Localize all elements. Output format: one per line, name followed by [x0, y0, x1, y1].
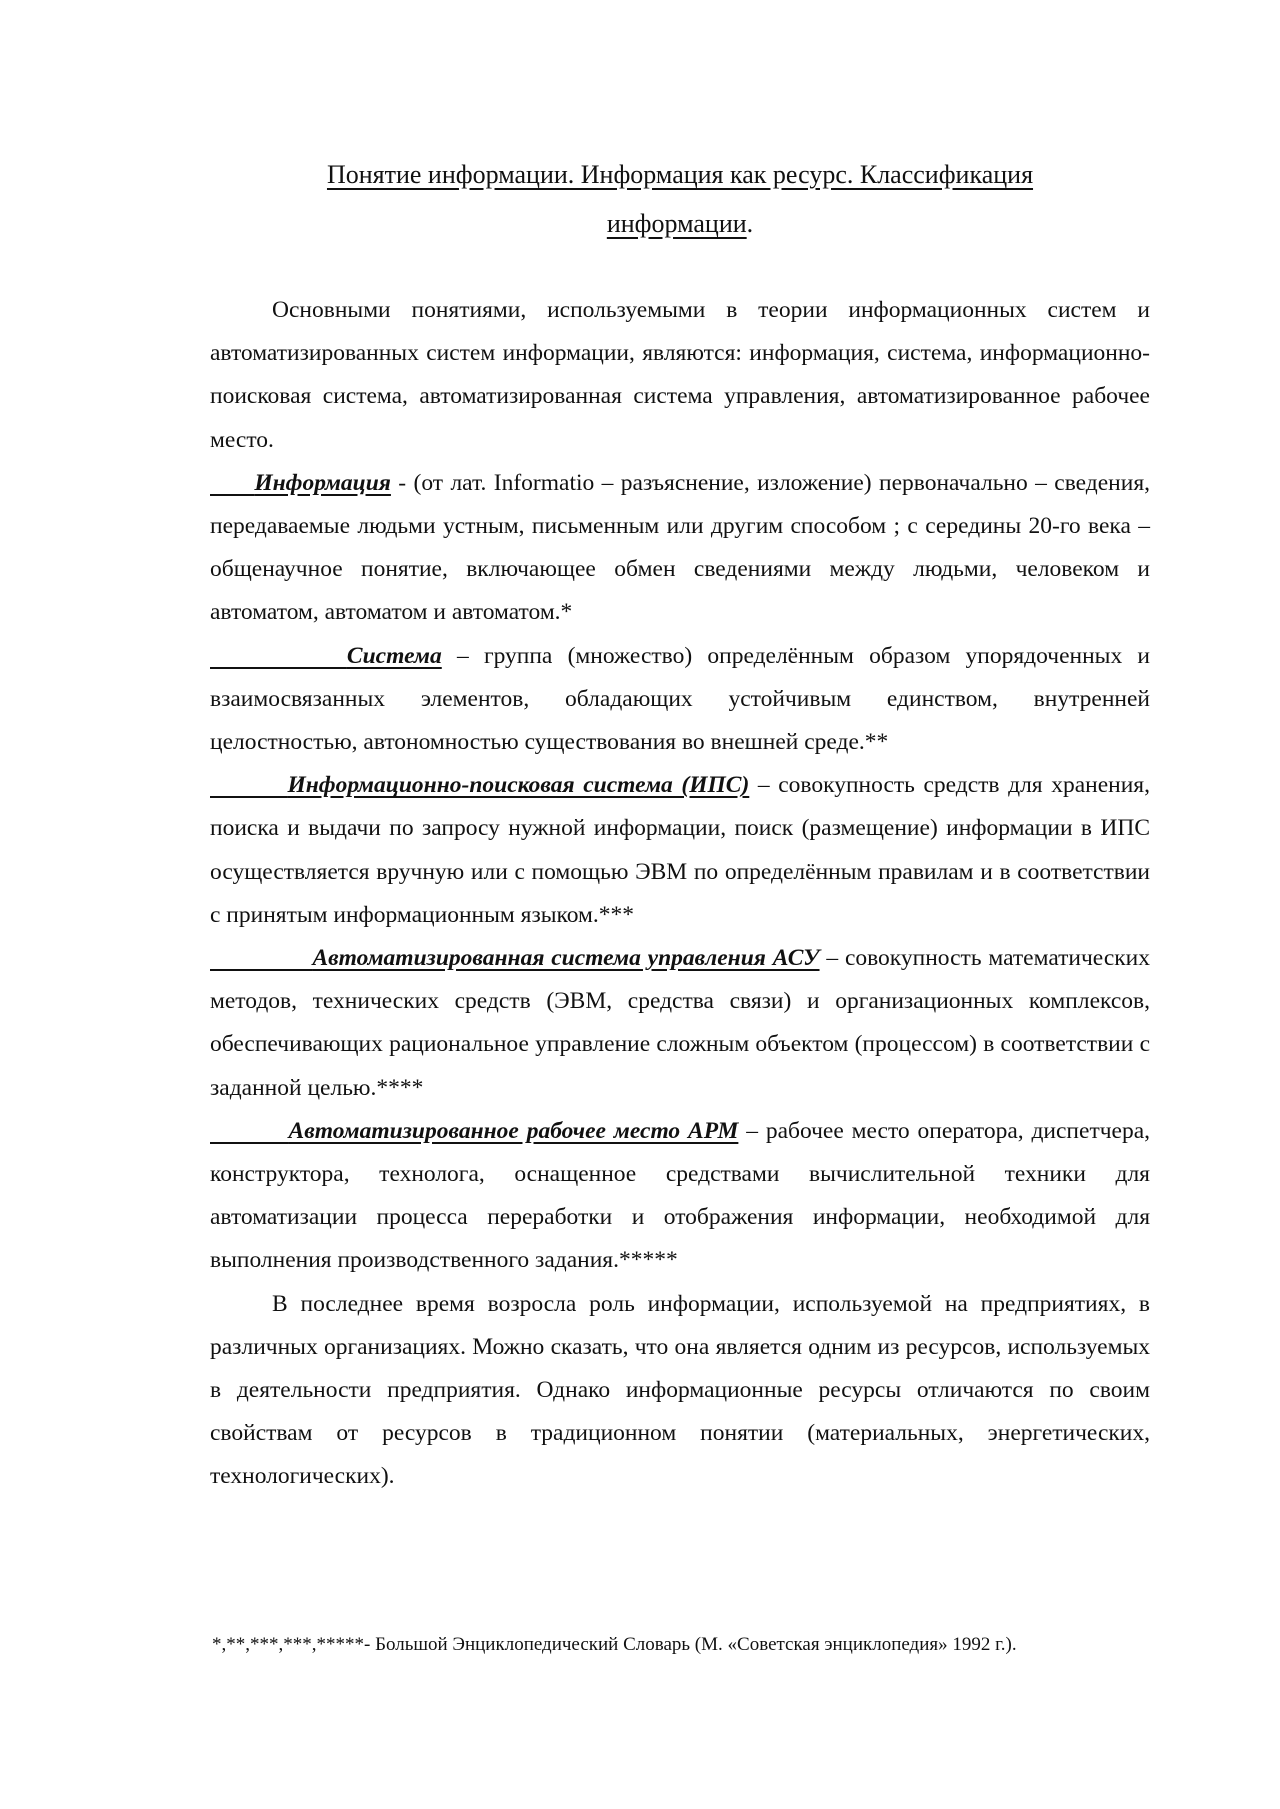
definition-sistema — [210, 635, 1150, 765]
intro-paragraph: Основными понятиями, используемыми в теории информационных систем и автоматизированных систем информации, являются: информация, система, информационно-поисковая система, автоматизированная система управления, автоматизированное рабочее место. — [210, 297, 1150, 453]
definition-ips — [210, 764, 1150, 937]
title-line-1: Понятие информации. Информация как ресурс. Классификация — [326, 160, 1034, 189]
title-period: . — [746, 209, 754, 238]
definition-informatsiya — [210, 462, 1150, 635]
definition-term: Автоматизированное рабочее место АРМ — [288, 1117, 739, 1144]
footnote: *,**,***,***,*****- Большой Энциклопедический Словарь (М. «Советская энциклопедия» 1992 г.). — [212, 1634, 1017, 1655]
definition-lead-underline — [210, 1118, 289, 1144]
definition-text: - (от лат. Informatio – разъяснение, изложение) первоначально – сведения, передаваемые людьми устным, письменным или другим способом ; с середины 20-го века – общенаучное понятие, включающее обмен сведениями между людьми, человеком и автоматом, автоматом и автоматом.* — [210, 469, 1151, 626]
definition-term: Информация — [254, 469, 391, 496]
definition-lead-underline — [210, 643, 347, 669]
definition-asu — [210, 937, 1150, 1110]
definition-lead-underline — [210, 772, 287, 798]
definition-arm — [210, 1110, 1150, 1283]
definition-term: Автоматизированная система управления АСУ — [312, 945, 820, 972]
page-title — [210, 150, 1150, 248]
definition-term: Система — [346, 642, 442, 669]
definition-text: – группа (множество) определённым образом упорядоченных и взаимосвязанных элементов, обладающих устойчивым единством, внутренней целостностью, автономностью существования во внешней среде.** — [210, 642, 1151, 756]
definition-text: – рабочее место оператора, диспетчера, конструктора, технолога, оснащенное средствами вычислительной техники для автоматизации процесса переработки и отображения информации, необходимой для выполнения производственного задания.***** — [210, 1117, 1151, 1274]
definition-lead-underline — [210, 945, 312, 971]
closing-paragraph: В последнее время возросла роль информации, используемой на предприятиях, в различных организациях. Можно сказать, что она является одним из ресурсов, используемых в деятельности предприятия. Однако информационные ресурсы отличаются по своим свойствам от ресурсов в традиционном понятии (материальных, энергетических, технологических). — [210, 1290, 1150, 1490]
title-line-2: информации — [606, 209, 747, 238]
definition-text: – совокупность средств для хранения, поиска и выдачи по запросу нужной информации, поиск (размещение) информации в ИПС осуществляется вручную или с помощью ЭВМ по определённым правилам и в соответствии с принятым информационным языком.*** — [210, 772, 1150, 928]
document-body — [210, 289, 1150, 1499]
definition-term: Информационно-поисковая система (ИПС) — [287, 772, 750, 799]
definition-lead-underline — [210, 470, 254, 496]
definition-text: – совокупность математических методов, технических средств (ЭВМ, средства связи) и организационных комплексов, обеспечивающих рациональное управление сложным объектом (процессом) в соответствии с заданной целью.**** — [210, 945, 1150, 1101]
